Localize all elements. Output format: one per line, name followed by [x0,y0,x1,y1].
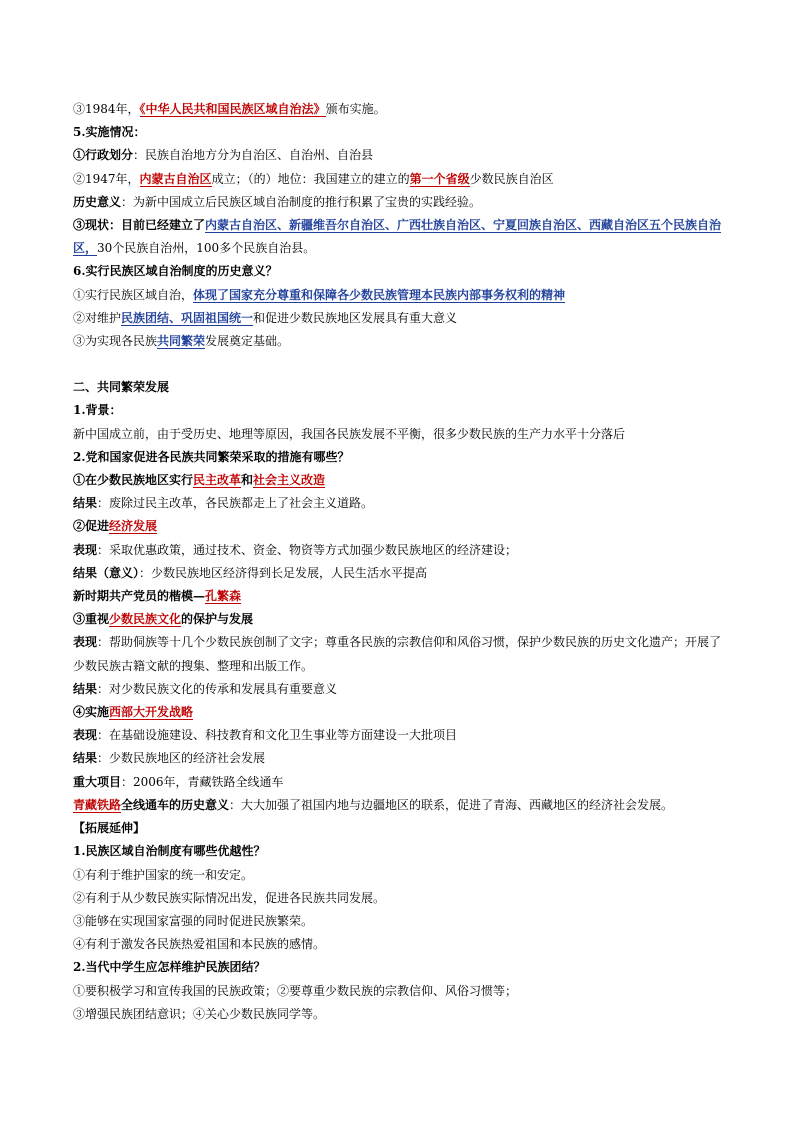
status-paragraph [73,214,733,260]
text: ②对维护 [73,310,122,325]
text: ④实施 [73,705,110,720]
highlight-inner-mongolia: 内蒙古自治区 [139,171,212,186]
question-2: 2.当代中学生应怎样维护民族团结？ [73,960,266,975]
text: ：采取优惠政策，通过技术、资金、物资等方式加强少数民族地区的经济建设； [97,542,518,557]
heading-historical-significance: 6.实行民族区域自治制度的历史意义？ [73,264,278,279]
heading-measures: 2.党和国家促进各民族共同繁荣采取的措施有哪些？ [73,449,350,464]
label: ③现状 [73,218,110,233]
text: 颁布实施。 [325,102,386,116]
text: ：对少数民族文化的传承和发展具有重要意义 [97,681,338,696]
text: 成立；（的）地位：我国建立的建立的 [211,171,410,186]
measure-3-show [73,631,733,677]
highlight-western-development: 西部大开发战略 [109,705,194,720]
text: ③1984年， [73,102,140,116]
highlight-first-provincial: 第一个省级 [409,171,470,186]
text: ：在基础设施建设、科技教育和文化卫生事业等方面建设一大批项目 [97,728,458,743]
measure-3 [73,608,733,631]
law-line [73,98,733,121]
label: 重大项目 [73,774,122,789]
significance-3 [73,330,733,353]
answer-1-1: ①有利于维护国家的统一和安定。 [73,867,254,882]
answer-1-2: ②有利于从少数民族实际情况出发，促进各民族共同发展。 [73,890,386,905]
label: 结果 [73,751,98,766]
text: 的保护与发展 [181,612,254,627]
measure-4-result [73,747,733,770]
answer-1-3: ③能够在实现国家富强的同时促进民族繁荣。 [73,913,314,928]
text: ：帮助侗族等十几个少数民族创制了文字；尊重各民族的宗教信仰和风俗习惯，保护少数民族的历史文化遗产；开展了少数民族古籍文献的搜集、整理和出版工作。 [73,635,722,673]
highlight-kong-fansen: 孔繁森 [205,589,242,604]
text: 少数民族自治区 [469,171,554,186]
label: 结果 [73,681,98,696]
extension-title: 【拓展延伸】 [73,821,146,836]
label: 全线通车的历史意义 [121,797,230,812]
highlight-socialist-transformation: 社会主义改造 [253,473,326,488]
highlight-unity: 民族团结、巩固祖国统一 [121,310,254,325]
measure-1-result [73,492,733,515]
measure-3-result [73,678,733,701]
measure-1 [73,469,733,492]
text: ：为新中国成立后民族区域自治制度的推行积累了宝贵的实践经验。 [121,194,482,209]
label: ①行政划分 [73,148,134,163]
model-party-member [73,585,733,608]
text: ③为实现各民族 [73,334,158,349]
significance-2 [73,307,733,330]
text: 发展奠定基础。 [205,334,290,349]
spacer [73,353,733,376]
text: ②促进 [73,519,110,534]
text: 新时期共产党员的楷模— [73,589,206,604]
measure-2-show [73,539,733,562]
measure-2 [73,515,733,538]
highlight-minority-culture: 少数民族文化 [109,612,182,627]
text: ③重视 [73,612,110,627]
inner-mongolia-line [73,168,733,191]
label: 历史意义 [73,194,122,209]
heading-background: 1.背景： [73,403,122,418]
document-page [73,98,733,1026]
admin-division-line [73,144,733,167]
highlight-respect-rights: 体现了国家充分尊重和保障各少数民族管理本民族内部事务权利的精神 [193,287,566,302]
railway-significance [73,794,733,817]
measure-4-show [73,724,733,747]
highlight-common-prosperity: 共同繁荣 [157,334,206,349]
label: 表现 [73,728,98,743]
highlight-five-regions: 内蒙古自治区、新疆维吾尔自治区、广西壮族自治区、宁夏回族自治区、西藏自治区五个民族自治区， [73,218,722,256]
text: ：少数民族地区经济得到长足发展，人民生活水平提高 [139,565,428,580]
highlight-qinghai-tibet-railway: 青藏铁路 [73,797,122,812]
text: ：民族自治地方分为自治区、自治州、自治县 [133,148,374,163]
label: 表现 [73,542,98,557]
label: 结果（意义） [73,565,140,580]
answer-2-2: ③增强民族团结意识；④关心少数民族同学等。 [73,1006,326,1021]
measure-4 [73,701,733,724]
text: ：少数民族地区的经济社会发展 [97,751,266,766]
text: 30个民族自治州，100多个民族自治县。 [97,241,316,256]
section-title-prosperity: 二、共同繁荣发展 [73,380,170,395]
highlight-economic-development: 经济发展 [109,519,158,534]
text: ①实行民族区域自治， [73,287,194,302]
text: 和 [241,473,254,488]
law-name-highlight: 《中华人民共和国民族区域自治法》 [139,102,326,116]
text: ：目前已经建立了 [109,218,206,233]
highlight-democratic-reform: 民主改革 [193,473,242,488]
label: 结果 [73,496,98,511]
background-text: 新中国成立前，由于受历史、地理等原因，我国各民族发展不平衡，很多少数民族的生产力水平十分落后 [73,426,626,441]
text: ：废除过民主改革，各民族都走上了社会主义道路。 [97,496,374,511]
measure-2-result [73,562,733,585]
heading-implementation: 5.实施情况： [73,125,146,140]
answer-1-4: ④有利于激发各民族热爱祖国和本民族的感情。 [73,937,326,952]
text: ：大大加强了祖国内地与边疆地区的联系，促进了青海、西藏地区的经济社会发展。 [229,797,674,812]
answer-2-1: ①要积极学习和宣传我国的民族政策；②要尊重少数民族的宗教信仰、风俗习惯等； [73,983,518,998]
label: 表现 [73,635,98,650]
question-1: 1.民族区域自治制度有哪些优越性？ [73,844,266,859]
significance-1 [73,284,733,307]
text: 和促进少数民族地区发展具有重大意义 [253,310,458,325]
text: ：2006年，青藏铁路全线通车 [121,774,284,789]
historical-significance-line [73,191,733,214]
text: ②1947年， [73,171,140,186]
major-project [73,771,733,794]
text: ①在少数民族地区实行 [73,473,194,488]
